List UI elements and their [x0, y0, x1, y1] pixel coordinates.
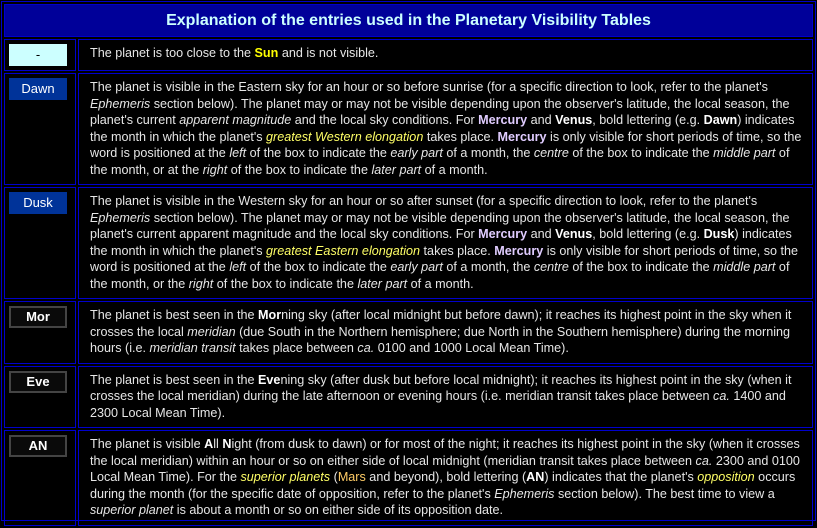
description-text: Dusk — [703, 227, 735, 241]
legend-tag: Dusk — [9, 192, 67, 214]
description-text: superior planet — [90, 503, 174, 517]
legend-row — [4, 73, 813, 185]
legend-row — [4, 366, 813, 429]
legend-tag: AN — [9, 435, 67, 457]
description-text: and beyond), bold lettering ( — [365, 470, 527, 484]
description-text: 2300 and 0100 Local Mean Time). For the — [90, 453, 800, 484]
description-text: and the local sky conditions. For — [291, 113, 479, 127]
description-text: Mercury — [497, 129, 547, 144]
legend-description — [78, 187, 813, 299]
description-text: right — [188, 276, 214, 291]
description-text: greatest Western elongation — [266, 129, 424, 144]
description-text: of the box to indicate the — [568, 260, 714, 274]
legend-row — [4, 301, 813, 364]
legend-label-cell — [4, 39, 76, 71]
description-text: Ephemeris — [90, 96, 151, 111]
description-text: opposition — [697, 470, 755, 484]
legend-label-cell — [4, 187, 76, 299]
description-text: Mor — [258, 308, 282, 322]
description-text: Eve — [258, 372, 281, 387]
description-text: 0100 and 1000 Local Mean Time). — [374, 341, 569, 355]
description-text: of a month, the — [442, 260, 534, 274]
description-text: of the box to indicate the — [227, 162, 372, 177]
description-text: centre — [533, 146, 569, 160]
description-text: ca. — [713, 389, 730, 403]
legend-description — [78, 430, 813, 526]
legend-tag: Dawn — [9, 78, 67, 100]
description-text: AN — [526, 470, 545, 484]
description-text: N — [222, 437, 232, 451]
description-text: of the box to indicate the — [246, 146, 391, 160]
description-text: Mercury — [478, 227, 528, 241]
description-text: The planet is visible in the Western sky for an hour or so after sunset (for a specific direction to look, refer to the planet's — [90, 194, 758, 208]
description-text: The planet is visible in the Eastern sky for an hour or so before sunrise (for a specific direction to look, refer to the planet's — [90, 80, 768, 94]
description-text: Ephemeris — [90, 210, 151, 225]
description-text: The planet is too close to the — [90, 46, 255, 60]
description-text: The planet is best seen in the — [90, 308, 259, 322]
legend-description — [78, 366, 813, 429]
description-text: takes place. — [420, 243, 495, 258]
description-text: left — [229, 146, 247, 160]
legend-tag: - — [9, 44, 67, 66]
legend-label-cell — [4, 430, 76, 526]
legend-table — [2, 2, 815, 528]
description-text: is only visible for short periods of time, so the word is positioned at the — [90, 243, 799, 274]
description-text: is only visible for short periods of time, so the word is positioned at the — [90, 129, 802, 160]
description-text: of the month, or at the — [90, 146, 790, 177]
description-text: of a month. — [421, 162, 488, 177]
description-text: and is not visible. — [278, 46, 379, 60]
description-text: section below). The best time to view a — [554, 486, 775, 501]
description-text: right — [202, 162, 228, 177]
description-text: ) indicates that the planet's — [544, 470, 698, 484]
description-text: apparent magnitude — [179, 113, 292, 127]
description-text: is about a month or so on either side of its opposition date. — [173, 503, 504, 517]
description-text: Ephemeris — [494, 486, 555, 501]
description-text: Venus — [555, 227, 593, 241]
description-text: Mercury — [494, 243, 544, 258]
description-text: The planet is best seen in the — [90, 372, 259, 387]
description-text: ca. — [695, 453, 713, 468]
description-text: of the box to indicate the — [213, 276, 358, 291]
description-text: (due South in the Northern hemisphere; due North in the Southern hemisphere) during the morning hours (i.e. — [90, 324, 791, 355]
description-text: early part — [390, 260, 443, 274]
description-text: ) indicates the month in which the planet's — [90, 227, 792, 258]
description-text: A — [204, 437, 214, 451]
description-text: ning sky (after dusk but before local midnight); it reaches its highest point in the sky (when it crosses the local meridian) during the late afternoon or evening hours (i.e. meridian transit takes place between — [90, 372, 792, 403]
legend-description — [78, 73, 813, 185]
description-text: centre — [533, 260, 569, 274]
description-text: of the box to indicate the — [568, 146, 714, 160]
description-text: occurs during the month (for the specific date of opposition, refer to the planet's — [90, 470, 796, 501]
description-text: ight (from dusk to dawn) or for most of the night; it reaches its highest point in the sky (when it crosses the local meridian) within an hour or so on either side of local midnight (meridian transit takes place between — [90, 437, 800, 468]
table-title: Explanation of the entries used in the Planetary Visibility Tables — [4, 4, 813, 37]
description-text: , bold lettering (e.g. — [592, 113, 704, 127]
description-text: section below). The planet may or may not be visible depending upon the observer's latitude, the local season, the planet's current apparent magnitude and the local sky conditions. For — [90, 210, 790, 241]
legend-panel — [1, 1, 816, 521]
description-text: ning sky (after local midnight but before dawn); it reaches its highest point in the sky when it crosses the local — [90, 308, 792, 339]
description-text: Mercury — [478, 113, 528, 127]
description-text: takes place. — [423, 129, 498, 144]
legend-description — [78, 39, 813, 71]
legend-tag: Eve — [9, 371, 67, 393]
legend-tag: Mor — [9, 306, 67, 328]
description-text: Sun — [254, 46, 279, 60]
description-text: section below). The planet may or may not be visible depending upon the observer's latitude, the local season, the planet's current — [90, 96, 790, 127]
description-text: middle part — [713, 260, 776, 274]
legend-label-cell — [4, 73, 76, 185]
description-text: and — [527, 113, 556, 127]
description-text: and — [527, 227, 556, 241]
description-text: 1400 and 2300 Local Mean Time). — [90, 389, 786, 420]
description-text: early part — [390, 146, 443, 160]
description-text: The planet is visible — [90, 437, 205, 451]
description-text: left — [229, 260, 247, 274]
description-text: later part — [371, 162, 422, 177]
description-text: ) indicates the month in which the planet's — [90, 113, 795, 144]
description-text: middle part — [713, 146, 776, 160]
description-text: Dawn — [703, 113, 738, 127]
description-text: , bold lettering (e.g. — [592, 227, 704, 241]
description-text: ca. — [357, 341, 375, 355]
description-text: ll — [213, 437, 223, 451]
description-text: takes place between — [235, 341, 358, 355]
description-text: meridian — [187, 324, 236, 339]
description-text: greatest Eastern elongation — [266, 243, 421, 258]
description-text: later part — [357, 276, 408, 291]
description-text: ( — [330, 470, 338, 484]
legend-label-cell — [4, 301, 76, 364]
legend-description — [78, 301, 813, 364]
legend-row — [4, 39, 813, 71]
description-text: of a month. — [407, 276, 474, 291]
description-text: of the month, or the — [90, 260, 790, 291]
description-text: Mars — [337, 470, 366, 484]
description-text: Venus — [555, 113, 593, 127]
description-text: superior planets — [240, 470, 331, 484]
legend-row — [4, 430, 813, 526]
description-text: of a month, the — [442, 146, 534, 160]
description-text: meridian transit — [149, 341, 236, 355]
description-text: of the box to indicate the — [246, 260, 391, 274]
legend-label-cell — [4, 366, 76, 429]
legend-row — [4, 187, 813, 299]
